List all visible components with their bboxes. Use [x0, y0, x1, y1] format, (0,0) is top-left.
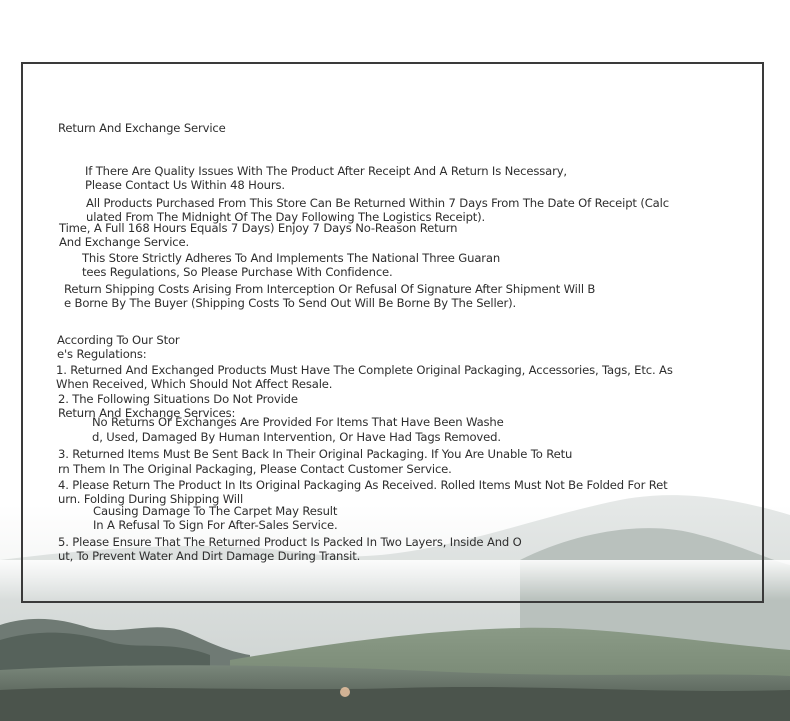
list-item: 2. The Following Situations Do Not Provide	[58, 392, 298, 406]
text-line: tees Regulations, So Please Purchase With Confidence.	[82, 265, 393, 279]
text-line: This Store Strictly Adheres To And Implements The National Three Guaran	[82, 251, 501, 265]
list-item: 4. Please Return The Product In Its Original Packaging As Received. Rolled Items Must Not Be Folded For Ret	[58, 478, 668, 492]
list-item: rn Them In The Original Packaging, Please Contact Customer Service.	[58, 462, 452, 476]
text-line: Time, A Full 168 Hours Equals 7 Days) Enjoy 7 Days No-Reason Return	[59, 221, 458, 235]
list-item: d, Used, Damaged By Human Intervention, Or Have Had Tags Removed.	[92, 430, 501, 444]
text-line: Please Contact Us Within 48 Hours.	[85, 178, 285, 192]
text-line: If There Are Quality Issues With The Product After Receipt And A Return Is Necessary,	[85, 164, 567, 178]
list-item: 3. Returned Items Must Be Sent Back In Their Original Packaging. If You Are Unable To Retu	[58, 447, 573, 461]
list-item: ut, To Prevent Water And Dirt Damage During Transit.	[58, 549, 361, 563]
list-item: When Received, Which Should Not Affect Resale.	[56, 377, 333, 391]
list-item: 5. Please Ensure That The Returned Product Is Packed In Two Layers, Inside And O	[58, 535, 522, 549]
text-line: All Products Purchased From This Store Can Be Returned Within 7 Days From The Date Of Receipt (Calc	[86, 196, 669, 210]
text-line: ulated From The Midnight Of The Day Following The Logistics Receipt).	[86, 210, 486, 224]
list-item: In A Refusal To Sign For After-Sales Service.	[93, 518, 338, 532]
list-item: Causing Damage To The Carpet May Result	[93, 504, 338, 518]
text-line: Return Shipping Costs Arising From Interception Or Refusal Of Signature After Shipment Will B	[64, 282, 596, 296]
text-line: According To Our Stor	[57, 333, 180, 347]
section-title: Return And Exchange Service	[58, 121, 226, 135]
text-line: And Exchange Service.	[59, 235, 190, 249]
text-line: e's Regulations:	[57, 347, 147, 361]
text-line: e Borne By The Buyer (Shipping Costs To Send Out Will Be Borne By The Seller).	[64, 296, 517, 310]
list-item: No Returns Or Exchanges Are Provided For Items That Have Been Washe	[92, 415, 504, 429]
list-item: Return And Exchange Services:	[58, 406, 236, 420]
list-item: 1. Returned And Exchanged Products Must Have The Complete Original Packaging, Accessories, Tags, Etc. As	[56, 363, 673, 377]
list-item: urn. Folding During Shipping Will	[58, 492, 244, 506]
